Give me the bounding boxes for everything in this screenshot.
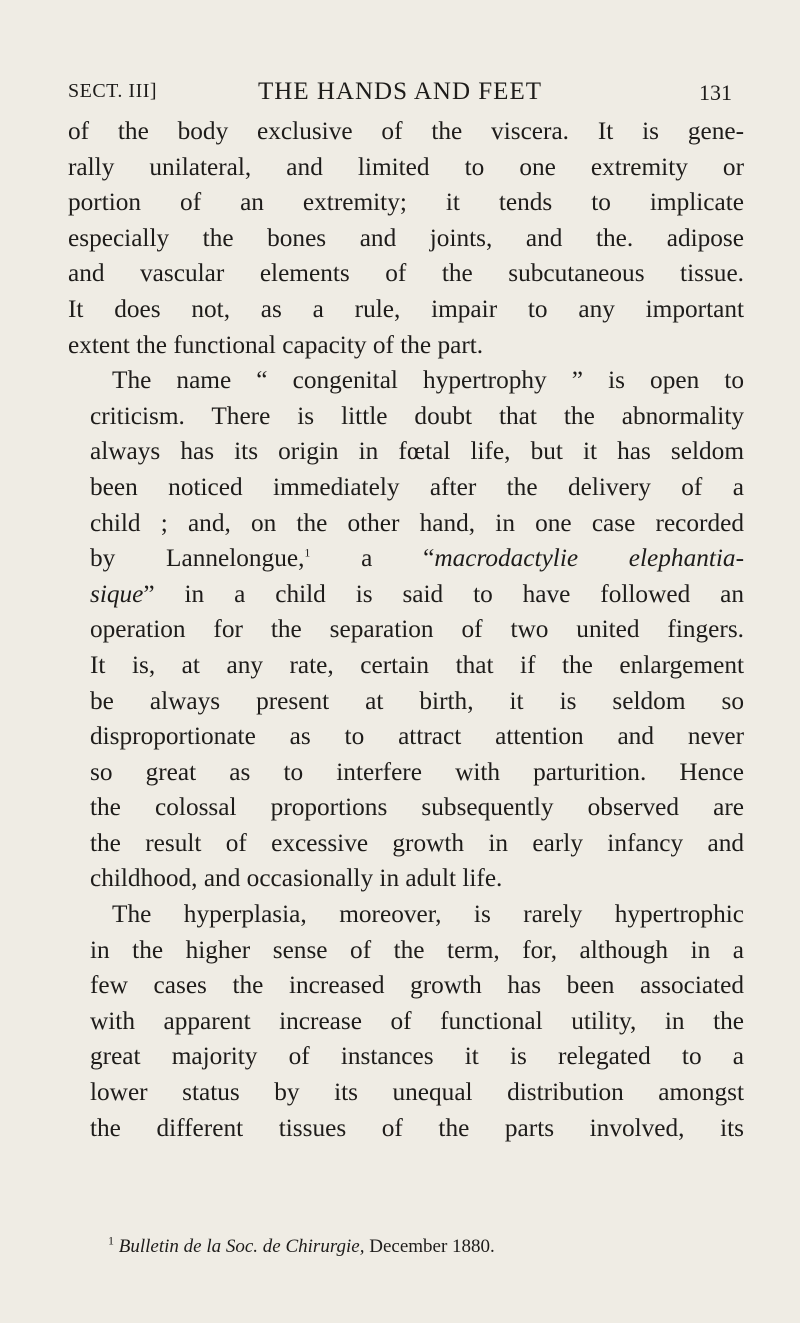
text-fragment: ” in a child is said to have followed an (143, 579, 744, 608)
body-text (68, 114, 744, 1146)
text-line: be always present at birth, it is seldom so (90, 686, 744, 715)
text-line (68, 541, 744, 577)
citation-lannelongue: by Lannelongue, (90, 544, 305, 573)
text-line: few cases the increased growth has been associated (90, 971, 744, 1000)
text-line: portion of an extremity; it tends to implicate (68, 188, 744, 217)
text-line: child ; and, on the other hand, in one case recorded (90, 508, 744, 537)
footnote-marker: 1 (108, 1233, 114, 1248)
paragraph-2 (68, 363, 744, 897)
chapter-title: THE HANDS AND FEET (258, 78, 542, 105)
footnote-ref: 1 (304, 545, 311, 560)
paragraph-1 (68, 114, 744, 363)
text-fragment: a “ (310, 544, 435, 573)
text-line: especially the bones and joints, and the. adipose (68, 223, 744, 252)
text-line: The hyperplasia, moreover, is rarely hypertrophic (112, 900, 744, 929)
text-line (68, 577, 744, 613)
text-line: great majority of instances it is relegated to a (90, 1042, 744, 1071)
italic-term-end: sique (90, 579, 144, 608)
paragraph-3 (68, 897, 744, 1146)
text-line: so great as to interfere with parturition. Hence (90, 757, 744, 786)
section-label: SECT. III] (68, 80, 158, 102)
text-line: lower status by its unequal distribution amongst (90, 1078, 744, 1107)
text-line: always has its origin in fœtal life, but it has seldom (90, 437, 744, 466)
text-line: criticism. There is little doubt that the abnormality (90, 401, 744, 430)
text-line: the result of excessive growth in early infancy and (90, 828, 744, 857)
text-line: with apparent increase of functional utility, in the (90, 1006, 744, 1035)
text-line: of the body exclusive of the viscera. It is gene- (68, 117, 744, 145)
running-header (68, 78, 732, 108)
text-line: childhood, and occasionally in adult life. (90, 864, 503, 893)
footnote (108, 1233, 748, 1258)
text-line: operation for the separation of two united fingers. (90, 615, 744, 644)
text-line: The name “ congenital hypertrophy ” is open to (112, 366, 744, 395)
text-line: and vascular elements of the subcutaneous tissue. (68, 259, 744, 288)
text-line: extent the functional capacity of the part. (68, 330, 484, 359)
text-line: the different tissues of the parts involved, its (90, 1113, 744, 1142)
text-line: It is, at any rate, certain that if the enlargement (90, 650, 744, 679)
text-line: the colossal proportions subsequently observed are (90, 793, 744, 822)
text-line: It does not, as a rule, impair to any important (68, 294, 744, 323)
text-line: in the higher sense of the term, for, although in a (90, 935, 744, 964)
italic-term: macrodactylie elephantia- (434, 544, 745, 573)
text-line: rally unilateral, and limited to one extremity or (68, 152, 744, 181)
footnote-source: Bulletin de la Soc. de Chirurgie, (118, 1236, 365, 1257)
page-number: 131 (699, 80, 732, 105)
text-line: been noticed immediately after the delivery of a (90, 472, 744, 501)
footnote-date: December 1880. (364, 1236, 495, 1257)
text-line: disproportionate as to attract attention and never (90, 722, 744, 751)
